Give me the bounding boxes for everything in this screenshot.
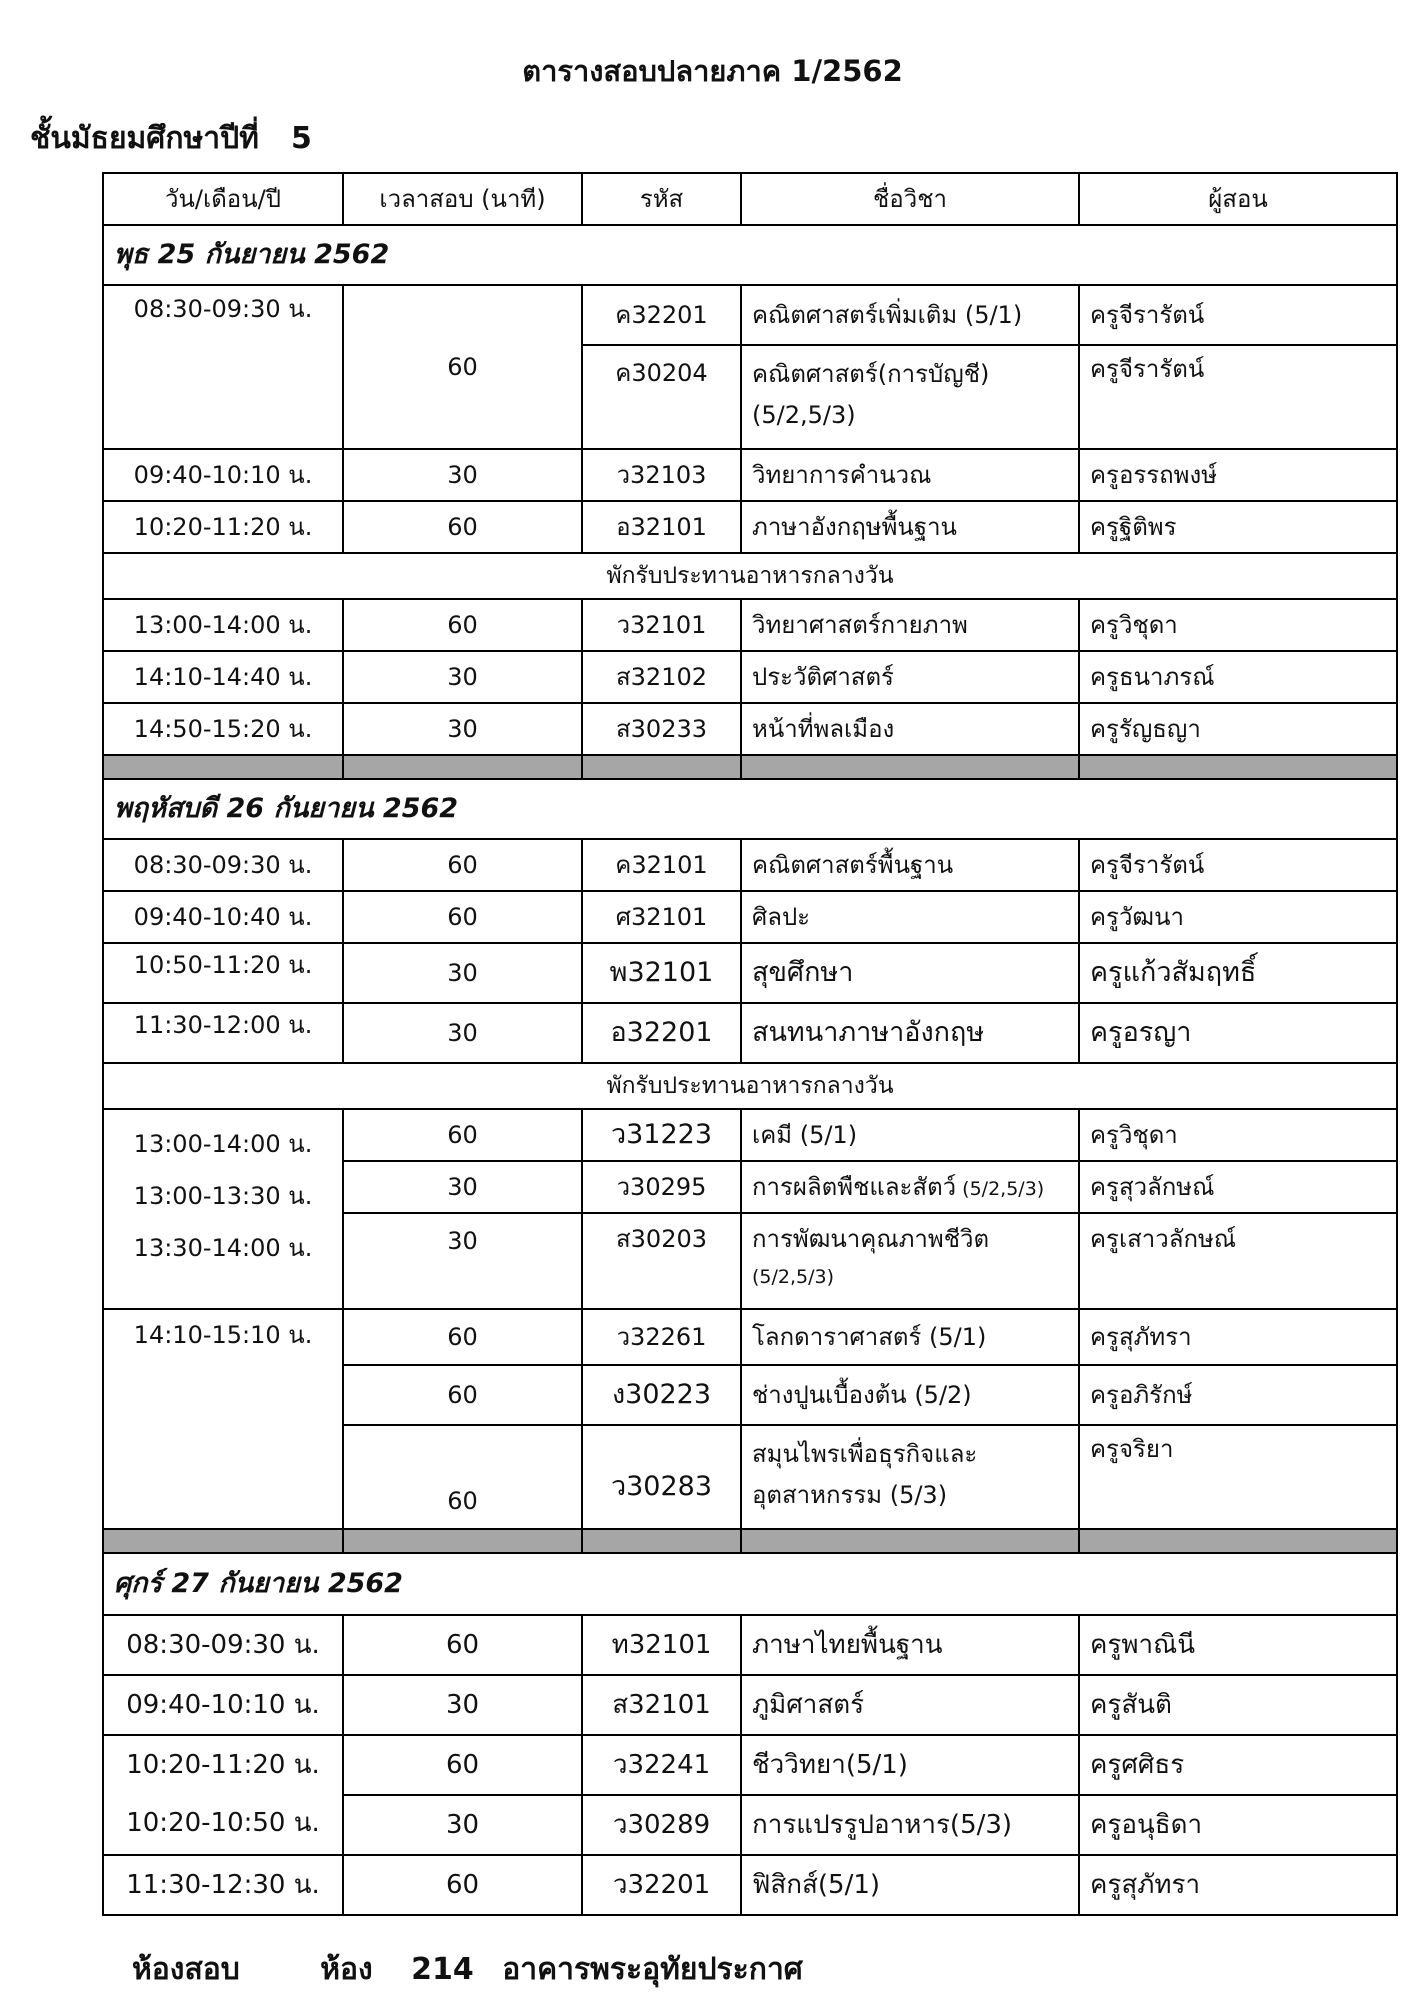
cell-time: 11:30-12:30 น. [103, 1855, 343, 1915]
time-line: 13:00-14:00 น. [133, 1130, 313, 1158]
cell-minutes: 60 [343, 1109, 582, 1161]
cell-subject [741, 1425, 1079, 1529]
cell-teacher: ครูแก้วสัมฤทธิ์ [1079, 943, 1397, 1003]
cell-minutes: 30 [343, 449, 582, 501]
cell-code: ศ32101 [582, 891, 741, 943]
cell-minutes: 60 [343, 1735, 582, 1795]
table-row [103, 651, 1397, 703]
cell-minutes: 60 [343, 1855, 582, 1915]
exam-room-footer [132, 1946, 803, 1993]
subject-text: การผลิตพืชและสัตว์ [752, 1173, 957, 1201]
cell-teacher: ครูสุภัทรา [1079, 1855, 1397, 1915]
separator-cell [103, 755, 343, 779]
header-duration: เวลาสอบ (นาที) [343, 173, 582, 225]
separator-cell [741, 755, 1079, 779]
cell-minutes: 30 [343, 703, 582, 755]
table-row [103, 1109, 1397, 1161]
table-row [103, 1309, 1397, 1365]
cell-minutes: 60 [343, 501, 582, 553]
cell-code: พ32101 [582, 943, 741, 1003]
subject-line: (5/2,5/3) [752, 400, 856, 429]
cell-teacher: ครูจริยา [1079, 1425, 1397, 1529]
lunch-label: พักรับประทานอาหารกลางวัน [103, 553, 1397, 599]
cell-code: ว30289 [582, 1795, 741, 1855]
cell-code: ว32261 [582, 1309, 741, 1365]
cell-time: 14:10-15:10 น. [103, 1309, 343, 1529]
cell-subject: ภาษาไทยพื้นฐาน [741, 1615, 1079, 1675]
cell-subject: วิทยาการคำนวณ [741, 449, 1079, 501]
cell-subject: ฟิสิกส์(5/1) [741, 1855, 1079, 1915]
table-row [103, 1675, 1397, 1735]
cell-minutes: 30 [343, 1795, 582, 1855]
separator-cell [1079, 1529, 1397, 1553]
subject-line: คณิตศาสตร์(การบัญชี) [752, 360, 990, 388]
cell-teacher: ครูอรญา [1079, 1003, 1397, 1063]
cell-teacher: ครูพาณินี [1079, 1615, 1397, 1675]
separator-row [103, 755, 1397, 779]
subject-line: สมุนไพรเพื่อธุรกิจและ [752, 1440, 978, 1468]
cell-time: 08:30-09:30 น. [103, 285, 343, 449]
day-title: ศุกร์ 27 กันยายน 2562 [103, 1553, 1397, 1615]
separator-row [103, 1529, 1397, 1553]
time-line: 10:20-11:20 น. [126, 1750, 320, 1780]
cell-time: 08:30-09:30 น. [103, 839, 343, 891]
cell-minutes: 60 [343, 1365, 582, 1425]
cell-teacher: ครูจีรารัตน์ [1079, 285, 1397, 345]
header-code: รหัส [582, 173, 741, 225]
table-row [103, 1855, 1397, 1915]
cell-teacher: ครูสุวลักษณ์ [1079, 1161, 1397, 1213]
footer-building: อาคารพระอุทัยประกาศ [502, 1952, 803, 1987]
subject-line: อุตสาหกรรม (5/3) [752, 1480, 948, 1509]
separator-cell [582, 755, 741, 779]
cell-subject: ชีววิทยา(5/1) [741, 1735, 1079, 1795]
header-row [103, 173, 1397, 225]
cell-subject: ภูมิศาสตร์ [741, 1675, 1079, 1735]
cell-code: ค32101 [582, 839, 741, 891]
cell-subject: วิทยาศาสตร์กายภาพ [741, 599, 1079, 651]
cell-minutes: 30 [343, 651, 582, 703]
grade-number: 5 [290, 121, 312, 156]
cell-minutes: 60 [343, 891, 582, 943]
cell-teacher: ครูอนุธิดา [1079, 1795, 1397, 1855]
footer-label: ห้องสอบ [132, 1952, 240, 1987]
cell-teacher: ครูธนาภรณ์ [1079, 651, 1397, 703]
cell-subject [741, 1161, 1079, 1213]
lunch-row [103, 1063, 1397, 1109]
subject-note: (5/2,5/3) [956, 1178, 1045, 1200]
cell-time: 10:50-11:20 น. [103, 943, 343, 1003]
table-row [103, 703, 1397, 755]
cell-code: ว30283 [582, 1425, 741, 1529]
cell-code: ค30204 [582, 345, 741, 449]
cell-minutes: 60 [343, 599, 582, 651]
cell-code: ว31223 [582, 1109, 741, 1161]
cell-subject: การแปรรูปอาหาร(5/3) [741, 1795, 1079, 1855]
table-row [103, 1003, 1397, 1063]
table-row [103, 501, 1397, 553]
table-row [103, 891, 1397, 943]
footer-room-number: 214 [411, 1952, 474, 1987]
grade-heading [30, 115, 312, 162]
time-line: 10:20-10:50 น. [126, 1808, 320, 1838]
time-line: 13:30-14:00 น. [133, 1234, 313, 1262]
cell-teacher: ครูวิชุดา [1079, 599, 1397, 651]
table-row [103, 1735, 1397, 1795]
cell-code: ง30223 [582, 1365, 741, 1425]
header-date: วัน/เดือน/ปี [103, 173, 343, 225]
cell-time: 13:00-14:00 น. [103, 599, 343, 651]
cell-minutes: 60 [343, 839, 582, 891]
table-row [103, 449, 1397, 501]
cell-time [103, 1735, 343, 1855]
table-row [103, 599, 1397, 651]
cell-teacher: ครูอภิรักษ์ [1079, 1365, 1397, 1425]
page-title: ตารางสอบปลายภาค 1/2562 [522, 54, 903, 88]
cell-minutes: 30 [343, 1213, 582, 1309]
cell-time: 09:40-10:40 น. [103, 891, 343, 943]
cell-minutes: 60 [343, 1309, 582, 1365]
exam-schedule-table [102, 172, 1398, 1916]
table-row [103, 839, 1397, 891]
cell-teacher: ครูวิชุดา [1079, 1109, 1397, 1161]
cell-subject: โลกดาราศาสตร์ (5/1) [741, 1309, 1079, 1365]
cell-teacher: ครูศศิธร [1079, 1735, 1397, 1795]
cell-time: 11:30-12:00 น. [103, 1003, 343, 1063]
cell-code: ส30203 [582, 1213, 741, 1309]
footer-room-label: ห้อง [320, 1952, 373, 1987]
cell-code: อ32101 [582, 501, 741, 553]
cell-teacher: ครูรัญธญา [1079, 703, 1397, 755]
cell-subject: ภาษาอังกฤษพื้นฐาน [741, 501, 1079, 553]
cell-subject: ช่างปูนเบื้องต้น (5/2) [741, 1365, 1079, 1425]
separator-cell [343, 1529, 582, 1553]
cell-teacher: ครูฐิติพร [1079, 501, 1397, 553]
cell-teacher: ครูเสาวลักษณ์ [1079, 1213, 1397, 1309]
cell-teacher: ครูสุภัทรา [1079, 1309, 1397, 1365]
time-line: 13:00-13:30 น. [133, 1182, 313, 1210]
lunch-row [103, 553, 1397, 599]
separator-cell [103, 1529, 343, 1553]
cell-code: ว32241 [582, 1735, 741, 1795]
cell-subject: สนทนาภาษาอังกฤษ [741, 1003, 1079, 1063]
subject-line: (5/2,5/3) [752, 1266, 835, 1288]
cell-time: 10:20-11:20 น. [103, 501, 343, 553]
cell-code: ค32201 [582, 285, 741, 345]
header-subject: ชื่อวิชา [741, 173, 1079, 225]
cell-subject: คณิตศาสตร์เพิ่มเติม (5/1) [741, 285, 1079, 345]
cell-time: 14:50-15:20 น. [103, 703, 343, 755]
cell-subject: สุขศึกษา [741, 943, 1079, 1003]
cell-subject: เคมี (5/1) [741, 1109, 1079, 1161]
cell-minutes: 30 [343, 1675, 582, 1735]
table-row [103, 1615, 1397, 1675]
cell-code: ส30233 [582, 703, 741, 755]
cell-minutes: 60 [343, 1425, 582, 1529]
cell-teacher: ครูจีรารัตน์ [1079, 839, 1397, 891]
cell-minutes: 60 [343, 1615, 582, 1675]
cell-subject: คณิตศาสตร์พื้นฐาน [741, 839, 1079, 891]
day-title: พุธ 25 กันยายน 2562 [103, 225, 1397, 285]
cell-code: ว32103 [582, 449, 741, 501]
day-row [103, 779, 1397, 839]
day-row [103, 225, 1397, 285]
cell-teacher: ครูอรรถพงษ์ [1079, 449, 1397, 501]
cell-subject: ศิลปะ [741, 891, 1079, 943]
cell-time [103, 1109, 343, 1309]
cell-teacher: ครูจีรารัตน์ [1079, 345, 1397, 449]
cell-code: ส32102 [582, 651, 741, 703]
cell-code: ว32201 [582, 1855, 741, 1915]
cell-subject [741, 1213, 1079, 1309]
grade-label: ชั้นมัธยมศึกษาปีที่ [30, 121, 259, 156]
day-row [103, 1553, 1397, 1615]
cell-code: ว32101 [582, 599, 741, 651]
cell-time: 08:30-09:30 น. [103, 1615, 343, 1675]
table-row [103, 943, 1397, 1003]
cell-time: 09:40-10:10 น. [103, 449, 343, 501]
cell-subject: หน้าที่พลเมือง [741, 703, 1079, 755]
cell-minutes: 60 [343, 285, 582, 449]
day-title: พฤหัสบดี 26 กันยายน 2562 [103, 779, 1397, 839]
separator-cell [741, 1529, 1079, 1553]
cell-code: อ32201 [582, 1003, 741, 1063]
cell-time: 09:40-10:10 น. [103, 1675, 343, 1735]
separator-cell [582, 1529, 741, 1553]
header-teacher: ผู้สอน [1079, 173, 1397, 225]
lunch-label: พักรับประทานอาหารกลางวัน [103, 1063, 1397, 1109]
separator-cell [343, 755, 582, 779]
separator-cell [1079, 755, 1397, 779]
cell-time: 14:10-14:40 น. [103, 651, 343, 703]
cell-teacher: ครูสันติ [1079, 1675, 1397, 1735]
table-row [103, 285, 1397, 345]
cell-subject [741, 345, 1079, 449]
cell-code: ท32101 [582, 1615, 741, 1675]
cell-minutes: 30 [343, 1161, 582, 1213]
cell-subject: ประวัติศาสตร์ [741, 651, 1079, 703]
cell-minutes: 30 [343, 943, 582, 1003]
cell-teacher: ครูวัฒนา [1079, 891, 1397, 943]
subject-line: การพัฒนาคุณภาพชีวิต [752, 1225, 990, 1253]
cell-code: ว30295 [582, 1161, 741, 1213]
cell-minutes: 30 [343, 1003, 582, 1063]
cell-code: ส32101 [582, 1675, 741, 1735]
